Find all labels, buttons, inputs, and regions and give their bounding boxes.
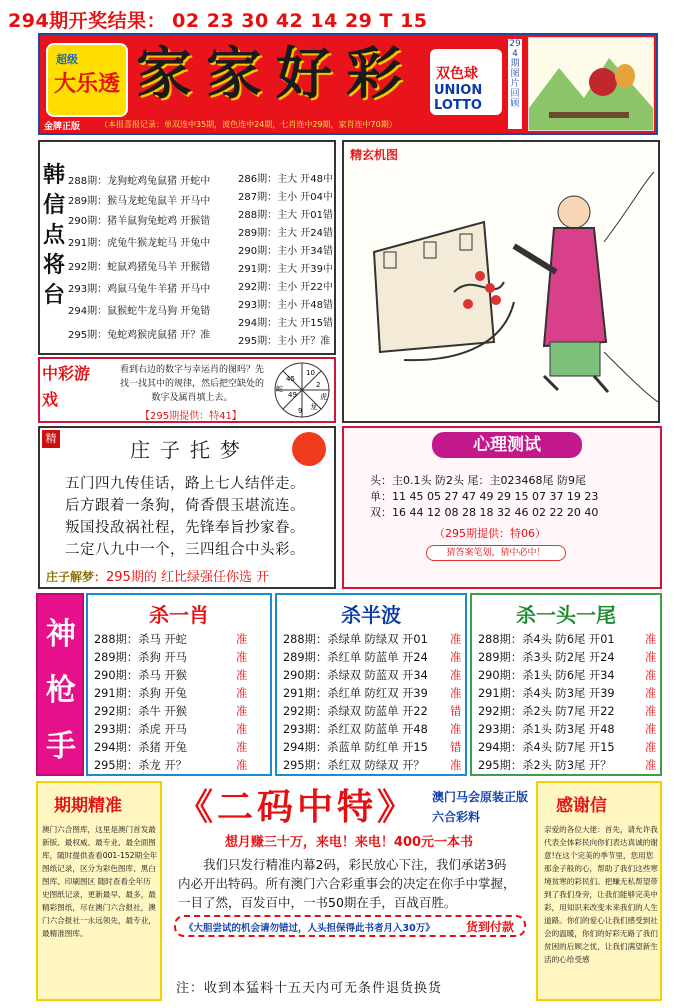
list-item: 295期：主小 开？准	[238, 336, 331, 347]
table-row: 291期：杀狗 开兔	[94, 687, 187, 700]
list-item: 288期：主大 开01错	[238, 210, 333, 221]
result-mark: 准	[236, 759, 248, 772]
wheel-cell: 49	[288, 391, 297, 399]
list-item: 295期：兔蛇鸡猴虎鼠猪 开？准	[68, 330, 211, 341]
super-lotto-logo	[46, 43, 128, 117]
draw-result-numbers: 02 23 30 42 14 29 T 15	[172, 10, 428, 32]
wheel-cell: 45	[286, 375, 295, 383]
table-row: 294期：杀蓝单 防红单 开15	[283, 741, 428, 754]
result-mark: 准	[645, 633, 657, 646]
wheel-cell: 蛇	[276, 385, 283, 393]
list-item: 292期：主小 开22中	[238, 282, 333, 293]
table-row: 294期：杀猪 开兔	[94, 741, 187, 754]
precision-box	[36, 781, 162, 1001]
thanks-body: 亲爱的各位大佬：首先，请允许我代表全体彩民向你们表达真诚的谢意!在这个完美的季节里，您用您那金子般的心，帮助了我们这些寒境贫寒的彩民们。把赚无私帮望带到了我们身旁，让我们能够完美中彩，用知识来改变未来我们的人生道路。你们的爱心让我们感受到社会的温暖，你们的好彩无路了我们贫困的后顾之忧，让我们满望新生活的心给受感	[544, 825, 658, 964]
list-item: 291期：主大 开39中	[238, 264, 333, 275]
result-mark: 准	[450, 687, 462, 700]
result-mark: 准	[236, 741, 248, 754]
result-mark: 准	[450, 723, 462, 736]
result-mark: 准	[236, 705, 248, 718]
list-item: 290期：猪羊鼠狗兔蛇鸡 开猴错	[68, 216, 211, 227]
table-row: 288期：杀4头 防6尾 开01	[478, 633, 615, 646]
kill-head-tail-column	[470, 593, 662, 776]
list-item: 293期：主小 开48错	[238, 300, 333, 311]
union-lotto-logo	[430, 49, 502, 115]
ad-side-text: 澳门马会原装正版六合彩料	[432, 790, 529, 824]
table-row: 294期：杀4头 防7尾 开15	[478, 741, 615, 754]
page-title: 家家好彩	[136, 41, 416, 107]
list-item: 287期：主小 开04中	[238, 192, 333, 203]
zhuangzi-poem	[38, 426, 336, 589]
union-lotto-en: UNION LOTTO	[434, 83, 483, 113]
list-item: 290期：主小 开34错	[238, 246, 333, 257]
han-xin-panel	[38, 140, 336, 355]
ad-promo: 想月赚三十万，来电！来电！400元一本书	[224, 835, 474, 850]
sun-icon	[292, 432, 326, 466]
result-mark: 准	[236, 633, 248, 646]
table-row: 289期：杀狗 开马	[94, 651, 187, 664]
list-item: 288期：龙狗蛇鸡兔鼠猪 开蛇中	[68, 176, 211, 187]
result-mark: 准	[645, 669, 657, 682]
return-note: 注：收到本猛料十五天内可无条件退货换货	[176, 981, 443, 996]
ad-paragraph: 我们只发行精准内幕2码，彩民放心下注，我们承诺3码内必开出特码。所有澳门六合彩重事会的决定在你手中掌握，一目了然，百发百中，一书50期在手，百战百胜。	[178, 857, 516, 910]
column-title: 杀半波	[341, 603, 401, 627]
logo-super-text: 超级	[56, 53, 78, 66]
dream-interpretation	[46, 566, 269, 585]
table-row: 291期：杀4头 防3尾 开39	[478, 687, 615, 700]
wheel-cell: 龙	[310, 403, 317, 411]
list-item: 289期：主大 开24错	[238, 228, 333, 239]
two-code-ad	[166, 781, 532, 1001]
table-row: 289期：杀红单 防蓝单 开24	[283, 651, 428, 664]
dream-label: 庄子解梦：	[46, 570, 107, 584]
table-row: 295期：杀龙 开？	[94, 759, 187, 772]
record-subline: （本报喜报记录：单双连中35期，波色连中24期，七肖连中29期，家肖连中70期）	[100, 120, 397, 129]
panel-vertical-title: 韩信点将台	[43, 162, 66, 308]
masthead	[38, 33, 658, 135]
draw-result	[8, 6, 688, 32]
column-title: 杀一肖	[149, 603, 209, 627]
result-mark: 准	[450, 669, 462, 682]
list-item: 293期：鸡鼠马兔牛羊猪 开马中	[68, 284, 211, 295]
wheel-cell: 9	[298, 407, 303, 415]
table-row: 292期：杀牛 开猴	[94, 705, 187, 718]
dream-text: 295期的 红比绿强任你选 开	[106, 570, 270, 585]
wheel-cell: 2	[316, 381, 321, 389]
psych-test-box	[342, 426, 662, 589]
table-row: 288期：杀绿单 防绿双 开01	[283, 633, 428, 646]
result-mark: 准	[645, 741, 657, 754]
result-mark: 准	[645, 651, 657, 664]
scholar-illustration	[344, 142, 660, 423]
result-mark: 准	[645, 759, 657, 772]
wheel-cell: 虎	[320, 393, 327, 401]
guarantee-text: 《大胆尝试的机会请勿错过，人头担保得此书者月入30万》	[184, 923, 435, 934]
draw-result-label: 294期开奖结果：	[8, 10, 167, 32]
list-item: 294期：鼠猴蛇牛龙马狗 开兔错	[68, 306, 211, 317]
ad-guarantee-bar	[174, 915, 526, 937]
poem-line: 叛国投敌祸社程，先锋奉旨抄家眷。	[65, 520, 305, 536]
result-mark: 准	[236, 651, 248, 664]
table-row: 295期：杀红双 防绿双 开？	[283, 759, 425, 772]
table-row: 293期：杀红双 防蓝单 开48	[283, 723, 428, 736]
psych-line: 单：11 45 05 27 47 49 29 15 07 37 19 23	[370, 490, 599, 503]
table-row: 290期：杀马 开猴	[94, 669, 187, 682]
kill-half-wave-column	[275, 593, 467, 776]
game-prize: 【295期提供：特41】	[140, 411, 242, 422]
table-row: 295期：杀2头 防3尾 开？	[478, 759, 612, 772]
mystery-picture	[342, 140, 660, 423]
mystery-picture-tag: 精玄机图	[350, 148, 399, 162]
result-mark: 准	[645, 687, 657, 700]
psych-line: 头：主0.1头 防2头 尾：主023468尾 防9尾	[370, 474, 586, 487]
result-mark: 准	[450, 651, 462, 664]
game-label: 中彩游戏	[42, 364, 91, 409]
puzzle-game-box	[38, 357, 336, 423]
wheel-cell: 10	[306, 369, 315, 377]
result-mark: 准	[450, 759, 462, 772]
issue-strip: 294期图片回顾	[508, 39, 522, 129]
result-mark: 准	[236, 687, 248, 700]
result-mark: 准	[645, 723, 657, 736]
result-mark: 准	[236, 669, 248, 682]
cash-on-delivery: 货到付款	[465, 920, 514, 934]
table-row: 292期：杀2头 防7尾 开22	[478, 705, 615, 718]
result-mark: 错	[450, 741, 462, 754]
list-item: 289期：猴马龙蛇兔鼠羊 开马中	[68, 196, 211, 207]
psych-title: 心理测试	[432, 432, 582, 458]
table-row: 293期：杀虎 开马	[94, 723, 187, 736]
psych-line: 双：16 44 12 08 28 18 32 46 02 22 20 40	[370, 506, 599, 519]
table-row: 292期：杀绿双 防蓝单 开22	[283, 705, 428, 718]
poem-line: 后方跟着一条狗，倚香偎玉堪流连。	[65, 498, 305, 514]
game-instructions: 看到右边的数字与幸运肖的图吗？先找一找其中的规律，然后把空缺处的数字及属肖填上去。	[119, 365, 264, 403]
kill-zodiac-column	[86, 593, 272, 776]
psych-provide: （295期提供：特06）	[434, 527, 546, 540]
table-row: 291期：杀红单 防红双 开39	[283, 687, 428, 700]
thanks-title: 感谢信	[556, 796, 607, 816]
poem-title: 庄子托梦	[130, 438, 250, 462]
sharpshooter-label	[36, 593, 84, 776]
list-item: 292期：蛇鼠鸡猪兔马羊 开猴错	[68, 262, 211, 273]
ad-title: 《二码中特》	[176, 786, 417, 828]
genuine-label: 金牌正版	[44, 122, 81, 132]
poem-line: 五门四九传佳话，路上七人结伴走。	[65, 476, 305, 492]
table-row: 290期：杀1头 防6尾 开34	[478, 669, 615, 682]
list-item: 286期：主大 开48中	[238, 174, 333, 185]
psych-badge: 猜答案笔划，猜中必中！	[426, 545, 566, 561]
result-mark: 准	[645, 705, 657, 718]
sharpshooter-title: 神枪手	[46, 617, 76, 764]
result-mark: 准	[450, 633, 462, 646]
poem-line: 二定八九中一个，三四组合中头彩。	[65, 542, 305, 558]
result-mark: 准	[236, 723, 248, 736]
result-mark: 错	[450, 705, 462, 718]
precision-body: 澳门六合图库，这里是澳门首发最新版、最权威、最专业、最全面图库，随时提供查看001-152期全年图纸记录，区分为彩色图库、黑白图库、印刷图区 随时查看全年历史图纸记录，更新最早、最多，最精彩图纸，尽在澳门六合报社，澳门六合报社一永远领先，最专业，最精准图库。	[42, 825, 158, 938]
table-row: 290期：杀绿双 防蓝双 开34	[283, 669, 428, 682]
table-row: 293期：杀1头 防3尾 开48	[478, 723, 615, 736]
bird-illustration	[528, 37, 654, 131]
thank-you-letter	[536, 781, 662, 1001]
table-row: 288期：杀马 开蛇	[94, 633, 187, 646]
number-wheel	[272, 361, 332, 419]
list-item: 291期：虎兔牛猴龙蛇马 开兔中	[68, 238, 211, 249]
jing-tag: 精	[42, 430, 60, 448]
table-row: 289期：杀3头 防2尾 开24	[478, 651, 615, 664]
column-title: 杀一头一尾	[516, 603, 616, 627]
logo-lotto-text: 大乐透	[54, 71, 121, 97]
precision-title: 期期精准	[54, 796, 122, 816]
list-item: 294期：主大 开15错	[238, 318, 333, 329]
union-lotto-cn: 双色球	[436, 66, 478, 82]
